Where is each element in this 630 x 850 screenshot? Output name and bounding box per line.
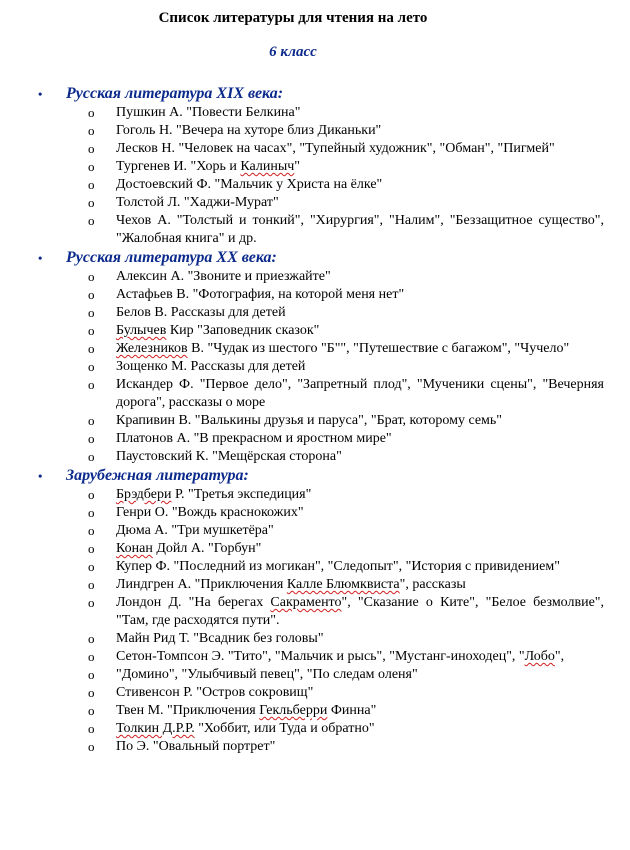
spellcheck-flagged-text: Конан	[116, 541, 153, 556]
list-item	[0, 630, 630, 648]
circle-bullet-icon: o	[88, 505, 95, 520]
spellcheck-flagged-text: Лобо	[524, 649, 555, 664]
list-item	[0, 522, 630, 540]
circle-bullet-icon: o	[88, 631, 95, 646]
list-item-text: "	[294, 159, 301, 174]
section-heading-text: Русская литература XX века:	[66, 249, 277, 266]
list-item-text: Р. "Третья экспедиция"	[171, 487, 312, 502]
spellcheck-flagged-text: Брэдбери	[116, 487, 172, 502]
list-item	[0, 358, 630, 376]
list-item	[0, 412, 630, 430]
list-item-text: Толстой Л. "Хаджи-Мурат"	[116, 195, 279, 210]
circle-bullet-icon: o	[88, 287, 95, 302]
list-item-text: Сетон-Томпсон Э. "Тито", "Мальчик и рысь", "Мустанг-иноходец", "	[116, 649, 525, 664]
spellcheck-flagged-text: Булычев	[116, 323, 167, 338]
list-item	[0, 304, 630, 322]
list-item-text: Дюма А. "Три мушкетёра"	[116, 523, 274, 538]
circle-bullet-icon: o	[88, 685, 95, 700]
list-item	[0, 558, 630, 576]
circle-bullet-icon: o	[88, 305, 95, 320]
list-item	[0, 504, 630, 522]
list-item	[0, 286, 630, 304]
circle-bullet-icon: o	[88, 195, 95, 210]
list-item	[0, 448, 630, 466]
list-item-text: Стивенсон Р. "Остров сокровищ"	[116, 685, 314, 700]
circle-bullet-icon: o	[88, 123, 95, 138]
list-item	[0, 176, 630, 194]
circle-bullet-icon: o	[88, 595, 95, 610]
list-item-text: Астафьев В. "Фотография, на которой меня нет"	[116, 287, 405, 302]
circle-bullet-icon: o	[88, 649, 95, 664]
section-heading-text: Зарубежная литература:	[66, 467, 249, 484]
list-item-text: Дойл А. "Горбун"	[152, 541, 262, 556]
list-item	[0, 268, 630, 286]
circle-bullet-icon: o	[88, 667, 95, 682]
spellcheck-flagged-text: Железников	[116, 341, 188, 356]
list-item-text: Платонов А. "В прекрасном и яростном мире"	[116, 431, 392, 446]
bullet-icon: •	[38, 469, 43, 483]
list-item-text: Генри О. "Вождь краснокожих"	[116, 505, 304, 520]
circle-bullet-icon: o	[88, 541, 95, 556]
section-heading-text: Русская литература XIX века:	[66, 85, 284, 102]
circle-bullet-icon: o	[88, 413, 95, 428]
list-item	[0, 648, 630, 666]
list-item	[0, 340, 630, 358]
list-item-text: ",	[554, 649, 565, 664]
circle-bullet-icon: o	[88, 577, 95, 592]
list-item-text: "Хоббит, или Туда и обратно"	[194, 721, 375, 736]
list-item-text: Пушкин А. "Повести Белкина"	[116, 105, 301, 120]
list-item-text: ", "Сказание о Ките", "Белое безмолвие", "Там, где расходятся пути".	[116, 595, 605, 628]
section-heading	[0, 248, 630, 268]
list-item-text: Крапивин В. "Валькины друзья и паруса", "Брат, которому семь"	[116, 413, 503, 428]
circle-bullet-icon: o	[88, 559, 95, 574]
list-item	[0, 684, 630, 702]
list-item-text: В. "Чудак из шестого "Б"", "Путешествие с багажом", "Чучело"	[187, 341, 570, 356]
circle-bullet-icon: o	[88, 177, 95, 192]
list-item-text: Линдгрен А. "Приключения	[116, 577, 287, 592]
bullet-icon: •	[38, 87, 43, 101]
spellcheck-flagged-text: Калле Блюмквиста	[286, 577, 400, 592]
circle-bullet-icon: o	[88, 141, 95, 156]
document-title: Список литературы для чтения на лето	[158, 10, 428, 26]
list-item-text: Твен М. "Приключения	[116, 703, 260, 718]
list-item	[0, 540, 630, 558]
list-item-text: Тургенев И. "Хорь и	[116, 159, 241, 174]
list-item	[0, 576, 630, 594]
section-heading	[0, 84, 630, 104]
list-item	[0, 594, 630, 630]
list-item-text: ", рассказы	[399, 577, 466, 592]
circle-bullet-icon: o	[88, 449, 95, 464]
circle-bullet-icon: o	[88, 377, 95, 392]
section-heading	[0, 466, 630, 486]
circle-bullet-icon: o	[88, 105, 95, 120]
list-item	[0, 430, 630, 448]
list-item	[0, 122, 630, 140]
list-item-text: Чехов А. "Толстый и тонкий", "Хирургия", "Налим", "Беззащитное существо", "Жалобная книга" и др.	[116, 213, 604, 246]
list-item	[0, 666, 630, 684]
list-item-text: Купер Ф. "Последний из могикан", "Следопыт", "История с привидением"	[116, 559, 560, 574]
list-item	[0, 140, 630, 158]
circle-bullet-icon: o	[88, 431, 95, 446]
list-item-text: Гоголь Н. "Вечера на хуторе близ Диканьки"	[116, 123, 382, 138]
circle-bullet-icon: o	[88, 269, 95, 284]
circle-bullet-icon: o	[88, 359, 95, 374]
circle-bullet-icon: o	[88, 703, 95, 718]
list-item-text: Лондон Д. "На берегах	[116, 595, 271, 610]
bullet-icon: •	[38, 251, 43, 265]
list-item	[0, 158, 630, 176]
list-item	[0, 212, 630, 248]
list-item-text: Майн Рид Т. "Всадник без головы"	[116, 631, 324, 646]
circle-bullet-icon: o	[88, 739, 95, 754]
spellcheck-flagged-text: Калиныч	[240, 159, 295, 174]
list-item-text: По Э. "Овальный портрет"	[116, 739, 276, 754]
circle-bullet-icon: o	[88, 341, 95, 356]
list-item	[0, 104, 630, 122]
list-item-text: Паустовский К. "Мещёрская сторона"	[116, 449, 342, 464]
spellcheck-flagged-text: Сакраменто	[270, 595, 342, 610]
list-item-text: Достоевский Ф. "Мальчик у Христа на ёлке"	[116, 177, 383, 192]
circle-bullet-icon: o	[88, 721, 95, 736]
list-item-text: Кир "Заповедник сказок"	[166, 323, 320, 338]
list-item-text: Алексин А. "Звоните и приезжайте"	[116, 269, 331, 284]
circle-bullet-icon: o	[88, 213, 95, 228]
spellcheck-flagged-text: Толкин Д.Р.Р.	[116, 721, 195, 736]
list-item	[0, 376, 630, 412]
list-item-text: Белов В. Рассказы для детей	[116, 305, 286, 320]
circle-bullet-icon: o	[88, 487, 95, 502]
circle-bullet-icon: o	[88, 159, 95, 174]
list-item-text: Лесков Н. "Человек на часах", "Тупейный художник", "Обман", "Пигмей"	[116, 141, 555, 156]
list-item-text: Финна"	[327, 703, 377, 718]
circle-bullet-icon: o	[88, 523, 95, 538]
list-item	[0, 194, 630, 212]
list-item-text: "Домино", "Улыбчивый певец", "По следам оленя"	[116, 667, 418, 682]
list-item-text: Искандер Ф. "Первое дело", "Запретный плод", "Мученики сцены", "Вечерняя дорога", рассказы о море	[116, 377, 604, 410]
list-item	[0, 702, 630, 720]
spellcheck-flagged-text: Гекльберри	[259, 703, 328, 718]
list-item	[0, 322, 630, 340]
list-item	[0, 738, 630, 756]
circle-bullet-icon: o	[88, 323, 95, 338]
list-item-text: Зощенко М. Рассказы для детей	[116, 359, 306, 374]
reading-list	[0, 84, 630, 756]
list-item	[0, 720, 630, 738]
document-subtitle: 6 класс	[269, 44, 317, 60]
list-item	[0, 486, 630, 504]
